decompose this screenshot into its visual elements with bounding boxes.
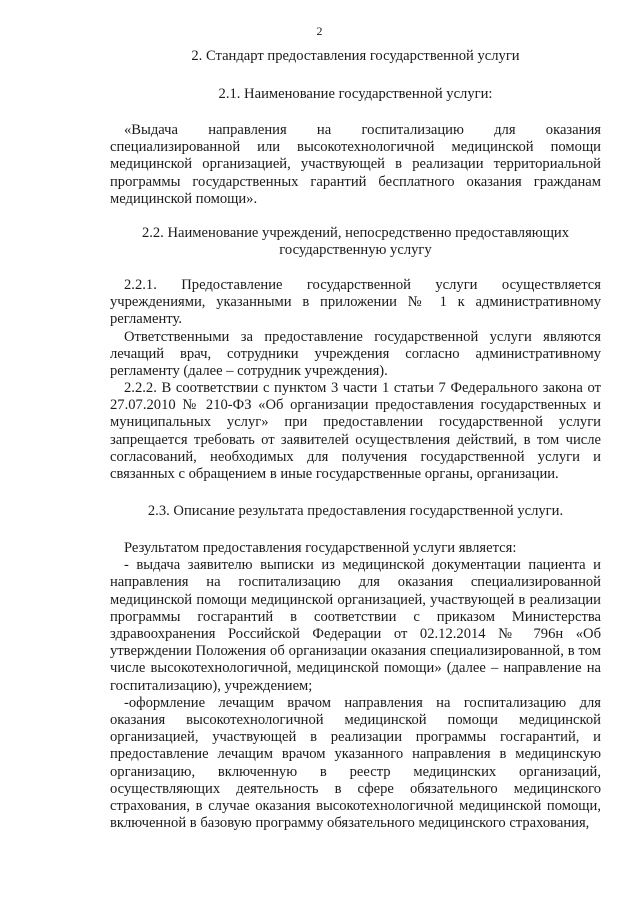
result-intro-paragraph: Результатом предоставления государственной услуги является:: [124, 540, 517, 556]
result-item-1: - выдача заявителю выписки из медицинской документации пациента и направления на госпитализацию для оказания специализированной медицинской помощи медицинской организацией, участвующей в реализации программы госгарантий в соответствии с приказом Министерства здравоохранения Российской Федерации от 02.12.2014 № 796н «Об утверждении Положения об организации оказания специализированной, в том числе высокотехнологичной, медицинской помощи» (далее – направление на госпитализацию), учреждением;: [110, 557, 601, 694]
subsection-2-2-paragraph-1: [110, 277, 601, 329]
subsection-2-1-heading: 2.1. Наименование государственной услуги:: [218, 86, 493, 102]
subsection-2-3-heading: 2.3. Описание результата предоставления государственной услуги.: [147, 503, 564, 519]
page-number: 2: [316, 24, 323, 38]
subsection-2-1-body: [110, 122, 601, 208]
section-title: 2. Стандарт предоставления государственной услуги: [191, 48, 520, 64]
service-name-paragraph: «Выдача направления на госпитализацию для оказания специализированной или высокотехнологичной медицинской помощи медицинской организацией, участвующей в реализации территориальной программы государственных гарантий бесплатного оказания гражданам медицинской помощи».: [110, 122, 601, 207]
subsection-2-2-paragraph-3: [110, 380, 601, 483]
paragraph-responsible: Ответственными за предоставление государственной услуги являются лечащий врач, сотрудники учреждения согласно административному регламенту (далее – сотрудник учреждения).: [110, 329, 601, 380]
result-item-2: -оформление лечащим врачом направления на госпитализацию для оказания высокотехнологичной медицинской помощи медицинской организацией, участвующей в реализации программы госгарантий, и предоставление лечащим врачом указанного направления в медицинскую организацию, включенную в реестр медицинских организаций, осуществляющих деятельность в сфере обязательного медицинского страхования, в случае оказания высокотехнологичной медицинской помощи, включенной в базовую программу обязательного медицинского страхования,: [110, 694, 601, 832]
subsection-2-2-paragraph-2: [110, 329, 601, 381]
subsection-2-2-heading: 2.2. Наименование учреждений, непосредственно предоставляющих государственную услугу: [141, 225, 570, 259]
paragraph-2-2-2: 2.2.2. В соответствии с пунктом 3 части 1 статьи 7 Федерального закона от 27.07.2010 № 210-ФЗ «Об организации предоставления государственных и муниципальных услуг» при предоставлении государственной услуги запрещается требовать от заявителей осуществления действий, в том числе согласований, необходимых для получения государственной услуги и связанных с обращением в иные государственные органы, организации.: [110, 380, 601, 483]
subsection-2-3-body: [110, 540, 601, 832]
paragraph-2-2-1: 2.2.1. Предоставление государственной услуги осуществляется учреждениями, указанными в приложении № 1 к административному регламенту.: [110, 277, 601, 328]
